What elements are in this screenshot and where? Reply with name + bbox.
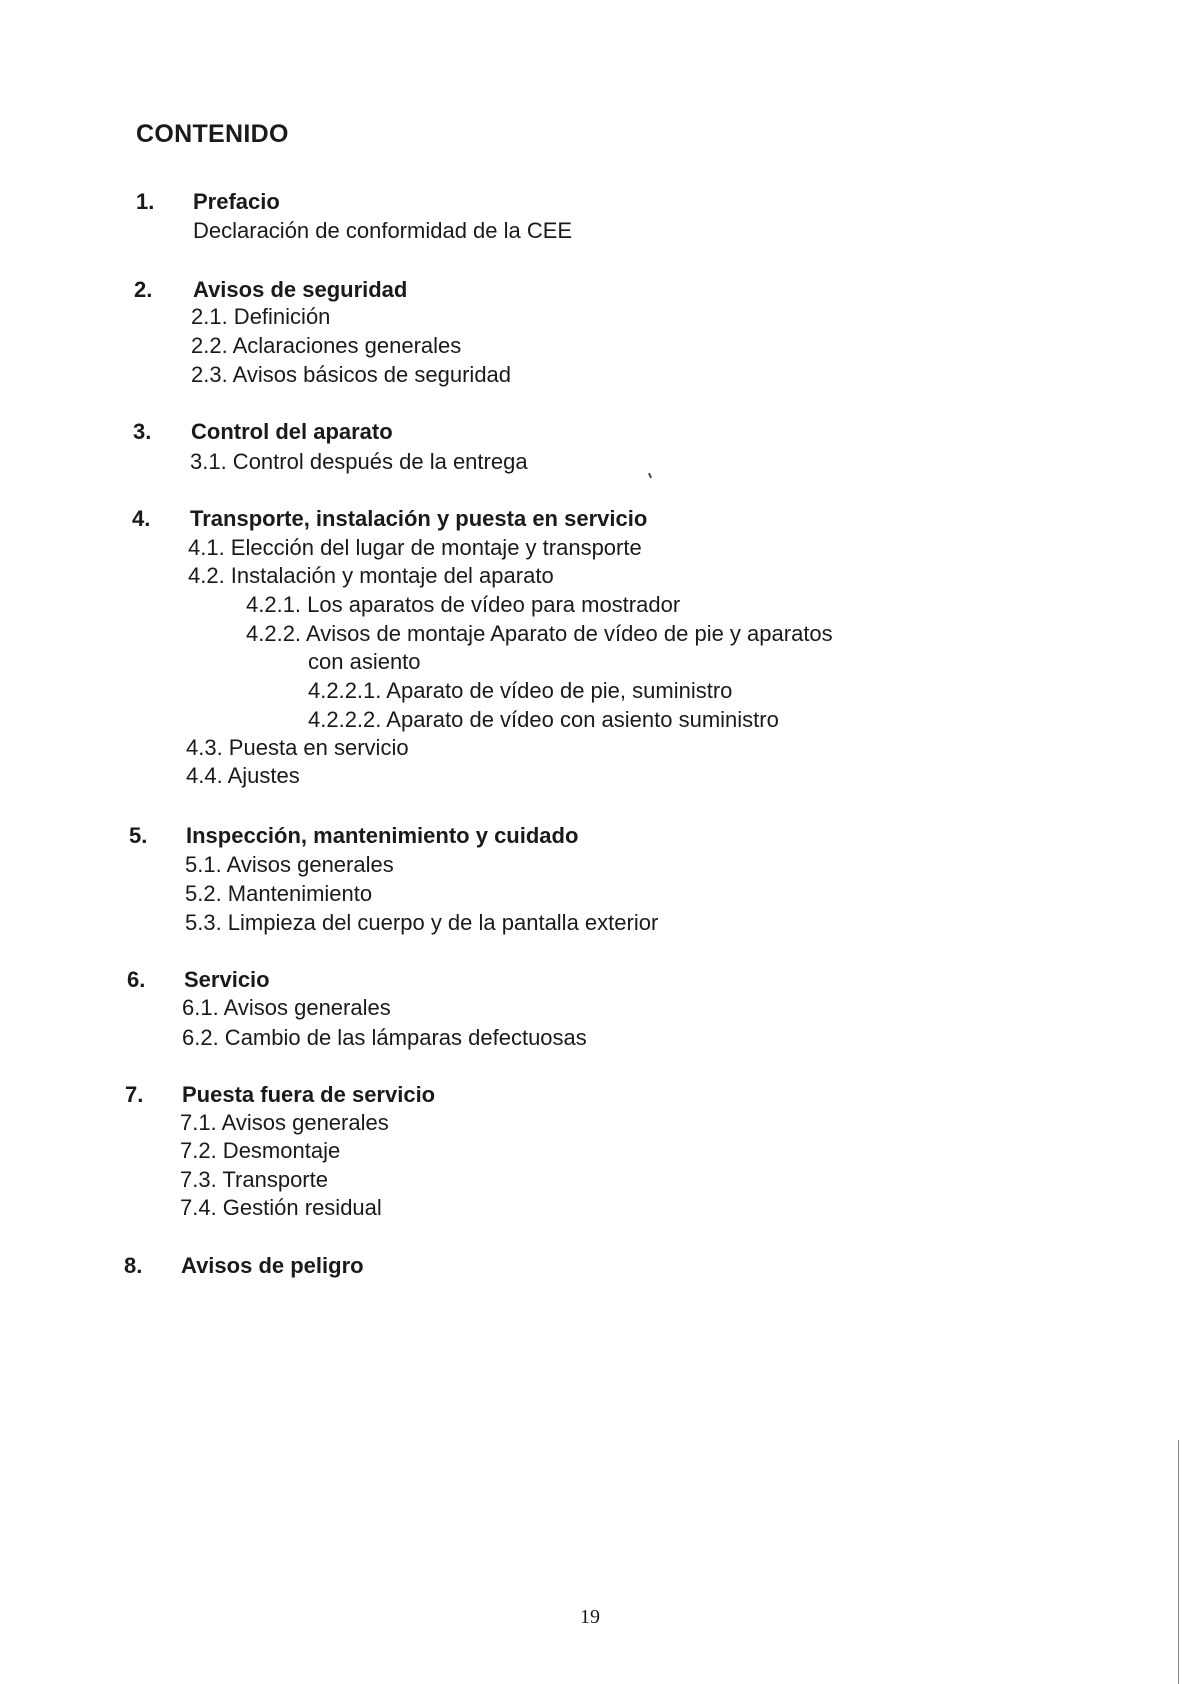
toc-item: 7.1. Avisos generales xyxy=(180,1110,389,1135)
toc-item: 4.2.2. Avisos de montaje Aparato de vídeo de pie y aparatos xyxy=(246,621,833,646)
section-heading: Avisos de seguridad xyxy=(193,277,408,302)
toc-item: 4.2. Instalación y montaje del aparato xyxy=(188,563,554,588)
section-number: 1. xyxy=(136,189,155,214)
section-heading: Transporte, instalación y puesta en servicio xyxy=(190,506,648,531)
toc-item: 2.3. Avisos básicos de seguridad xyxy=(191,362,512,387)
section-number: 8. xyxy=(124,1253,143,1278)
scan-edge-line xyxy=(1178,1440,1179,1684)
toc-item: Declaración de conformidad de la CEE xyxy=(193,218,573,243)
scan-speck xyxy=(648,473,652,478)
toc-item: 5.3. Limpieza del cuerpo y de la pantalla exterior xyxy=(185,910,659,935)
toc-item: 4.1. Elección del lugar de montaje y transporte xyxy=(188,535,642,560)
toc-item-continuation: con asiento xyxy=(308,649,421,674)
section-heading: Servicio xyxy=(184,967,270,992)
toc-item: 2.2. Aclaraciones generales xyxy=(191,333,462,358)
section-heading: Control del aparato xyxy=(191,419,393,444)
section-number: 3. xyxy=(133,419,152,444)
section-number: 2. xyxy=(134,277,153,302)
toc-item: 4.2.2.1. Aparato de vídeo de pie, suministro xyxy=(308,678,733,703)
section-number: 4. xyxy=(132,506,151,531)
toc-item: 5.1. Avisos generales xyxy=(185,852,394,877)
section-heading: Inspección, mantenimiento y cuidado xyxy=(186,823,579,848)
page-title: CONTENIDO xyxy=(136,120,289,148)
toc-item: 7.4. Gestión residual xyxy=(180,1195,382,1220)
toc-item: 7.3. Transporte xyxy=(180,1167,328,1192)
toc-item: 6.1. Avisos generales xyxy=(182,995,391,1020)
section-number: 7. xyxy=(125,1082,144,1107)
page-number: 19 xyxy=(580,1606,600,1628)
toc-item: 4.4. Ajustes xyxy=(186,763,300,788)
toc-item: 4.2.1. Los aparatos de vídeo para mostrador xyxy=(246,592,681,617)
toc-item: 6.2. Cambio de las lámparas defectuosas xyxy=(182,1025,587,1050)
toc-item: 4.2.2.2. Aparato de vídeo con asiento suministro xyxy=(308,707,779,732)
section-heading: Puesta fuera de servicio xyxy=(182,1082,436,1107)
section-heading: Avisos de peligro xyxy=(181,1253,364,1278)
section-number: 5. xyxy=(129,823,148,848)
toc-item: 3.1. Control después de la entrega xyxy=(190,449,528,474)
toc-item: 7.2. Desmontaje xyxy=(180,1138,341,1163)
section-heading: Prefacio xyxy=(193,189,280,214)
toc-item: 4.3. Puesta en servicio xyxy=(186,735,409,760)
section-number: 6. xyxy=(127,967,146,992)
toc-item: 5.2. Mantenimiento xyxy=(185,881,373,906)
toc-item: 2.1. Definición xyxy=(191,304,331,329)
